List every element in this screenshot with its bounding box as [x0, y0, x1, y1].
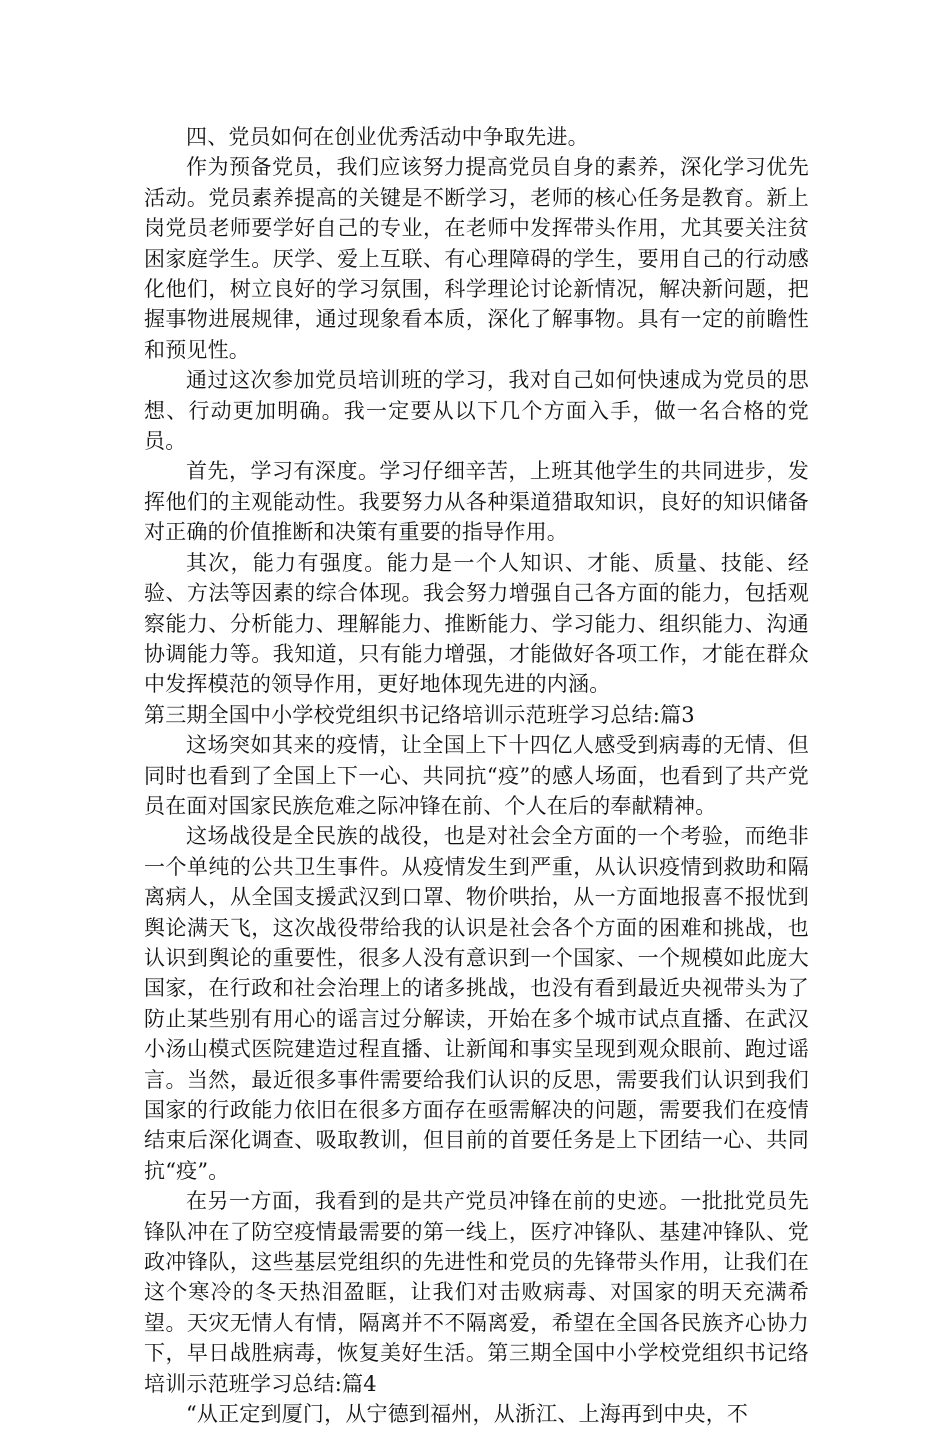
paragraph-epidemic-intro: 这场突如其来的疫情，让全国上下十四亿人感受到病毒的无情、但同时也看到了全国上下一心、共同抗“疫”的感人场面，也看到了共产党员在面对国家民族危难之际冲锋在前、个人在后的奉献精神。	[144, 733, 809, 818]
paragraph-probationary-member: 作为预备党员，我们应该努力提高党员自身的素养，深化学习优先活动。党员素养提高的关键是不断学习，老师的核心任务是教育。新上岗党员老师要学好自己的专业，在老师中发挥带头作用，尤其要关注贫困家庭学生。厌学、爱上互联、有心理障碍的学生，要用自己的行动感化他们，树立良好的学习氛围，科学理论讨论新情况，解决新问题，把握事物进展规律，通过现象看本质，深化了解事物。具有一定的前瞻性和预见性。	[144, 155, 809, 362]
section-title-part-3: 第三期全国中小学校党组织书记络培训示范班学习总结:篇3	[144, 702, 695, 727]
document-body	[144, 122, 809, 1429]
paragraph-party-vanguard: 在另一方面，我看到的是共产党员冲锋在前的史迹。一批批党员先锋队冲在了防空疫情最需要的第一线上，医疗冲锋队、基建冲锋队、党政冲锋队，这些基层党组织的先进性和党员的先锋带头作用，让我们在这个寒冷的冬天热泪盈眶，让我们对击败病毒、对国家的明天充满希望。天灾无情人有情，隔离并不不隔离爱，希望在全国各民族齐心协力下，早日战胜病毒，恢复美好生活。第三期全国中小学校党组织书记络培训示范班学习总结:篇4	[144, 1189, 809, 1396]
paragraph-training-reflection: 通过这次参加党员培训班的学习，我对自己如何快速成为党员的思想、行动更加明确。我一定要从以下几个方面入手，做一名合格的党员。	[144, 368, 809, 454]
paragraph-nationwide-battle: 这场战役是全民族的战役，也是对社会全方面的一个考验，而绝非一个单纯的公共卫生事件。从疫情发生到严重，从认识疫情到救助和隔离病人，从全国支援武汉到口罩、物价哄抬，从一方面地报喜不报忧到舆论满天飞，这次战役带给我的认识是社会各个方面的困难和挑战，也认识到舆论的重要性，很多人没有意识到一个国家、一个规模如此庞大国家，在行政和社会治理上的诸多挑战，也没有看到最近央视带头为了防止某些别有用心的谣言过分解读，开始在多个城市试点直播、在武汉小汤山模式医院建造过程直播、让新闻和事实呈现到观众眼前、跑过谣言。当然，最近很多事件需要给我们认识的反思，需要我们认识到我们国家的行政能力依旧在很多方面存在亟需解决的问题，需要我们在疫情结束后深化调查、吸取教训，但目前的首要任务是上下团结一心、共同抗“疫”。	[144, 824, 809, 1183]
paragraph-second-ability: 其次，能力有强度。能力是一个人知识、才能、质量、技能、经验、方法等因素的综合体现。我会努力增强自己各方面的能力，包括观察能力、分析能力、理解能力、推断能力、学习能力、组织能力、沟通协调能力等。我知道，只有能力增强，才能做好各项工作，才能在群众中发挥模范的领导作用，更好地体现先进的内涵。	[144, 550, 809, 697]
paragraph-part-4-opening: “从正定到厦门，从宁德到福州，从浙江、上海再到中央，不	[186, 1402, 749, 1427]
section-heading-four: 四、党员如何在创业优秀活动中争取先进。	[186, 125, 589, 149]
paragraph-first-depth: 首先，学习有深度。学习仔细辛苦，上班其他学生的共同进步，发挥他们的主观能动性。我要努力从各种渠道猎取知识，良好的知识储备对正确的价值推断和决策有重要的指导作用。	[144, 459, 809, 545]
